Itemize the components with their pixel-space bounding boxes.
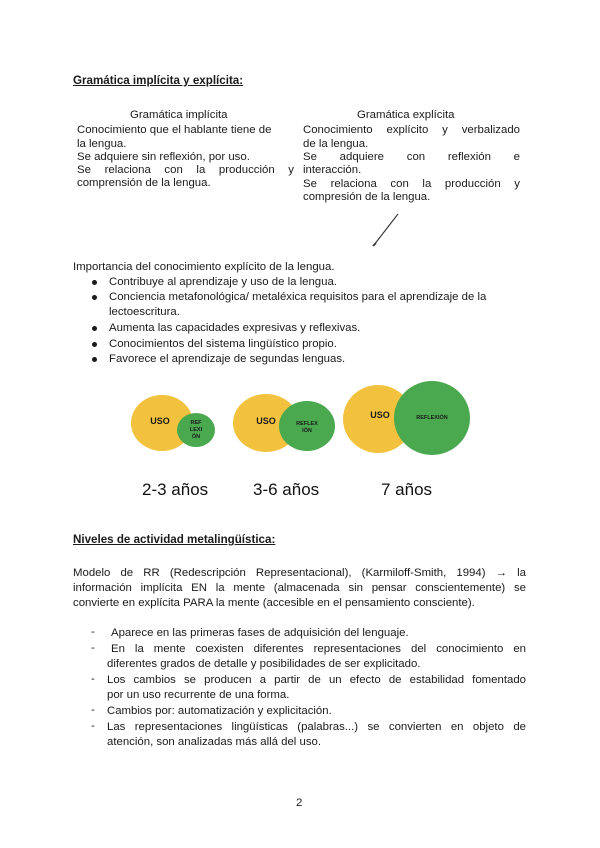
dash-item: Los cambios se producen a partir de un efecto de estabilidad fomentado xyxy=(107,674,526,686)
dash-item-continuation: diferentes grados de detalle y posibilidades de ser explicitado. xyxy=(107,658,421,670)
uso-label-1: USO xyxy=(150,416,170,426)
uso-reflexion-diagram xyxy=(125,378,475,500)
bullet-item: Favorece el aprendizaje de segundas lenguas. xyxy=(109,353,346,365)
section-heading-metalinguistic: Niveles de actividad metalingüística: xyxy=(73,533,276,546)
reflexion-label-1: REF LEXI ÓN xyxy=(189,420,203,440)
bullet-dot xyxy=(92,342,97,347)
dash-marker: - xyxy=(91,626,95,638)
page-number: 2 xyxy=(296,797,303,809)
dash-item: Cambios por: automatización y explicitación. xyxy=(107,705,332,717)
paragraph-line: convierte en explícita PARA la mente (accesible en el pensamiento consciente). xyxy=(73,597,475,609)
col-right-line: interacción. xyxy=(303,164,362,176)
col-left-line: la lengua. xyxy=(77,138,127,150)
dash-marker: - xyxy=(91,720,95,732)
age-label-3: 7 años xyxy=(381,480,433,499)
pen-stroke-mark xyxy=(370,212,400,248)
dash-item: Las representaciones lingüísticas (palabras...) se convierten en objeto de xyxy=(107,721,526,733)
col-right-title: Gramática explícita xyxy=(357,109,455,121)
age-label-2: 3-6 años xyxy=(253,480,320,499)
section-heading-grammar: Gramática implícita y explícita: xyxy=(73,74,244,87)
col-left-line: comprensión de la lengua. xyxy=(77,177,211,189)
bullet-item: Aumenta las capacidades expresivas y reflexivas. xyxy=(109,322,361,334)
col-right-line: Conocimiento explícito y verbalizado xyxy=(303,124,520,136)
col-right-line: Se adquiere con reflexión e xyxy=(303,151,520,163)
reflexion-label-3: REFLEXIÓN xyxy=(416,415,448,421)
col-right-line: compresión de la lengua. xyxy=(303,191,431,203)
bullet-item-continuation: lectoescritura. xyxy=(109,306,180,318)
bullet-dot xyxy=(92,295,97,300)
uso-label-3: USO xyxy=(370,410,390,420)
paragraph-line: Modelo de RR (Redescripción Representacional), (Karmiloff-Smith, 1994) → la xyxy=(73,567,526,579)
dash-marker: - xyxy=(91,673,95,685)
bullet-dot xyxy=(92,357,97,362)
importance-intro: Importancia del conocimiento explícito de la lengua. xyxy=(73,261,335,273)
col-right-line: Se relaciona con la producción y xyxy=(303,178,520,190)
dash-marker: - xyxy=(91,642,95,654)
dash-item-continuation: por un uso recurrente de una forma. xyxy=(107,689,290,701)
bullet-item: Contribuye al aprendizaje y uso de la lengua. xyxy=(109,276,337,288)
dash-item-continuation: atención, son analizadas más allá del uso. xyxy=(107,736,322,748)
reflexion-label-2: REFLEX IÓN xyxy=(296,421,318,434)
col-left-line: Se adquiere sin reflexión, por uso. xyxy=(77,151,250,163)
paragraph-line: información implícita EN la mente (almacenada sin pensar conscientemente) se xyxy=(73,582,526,594)
bullet-item: Conocimientos del sistema lingüístico propio. xyxy=(109,338,337,350)
dash-marker: - xyxy=(91,704,95,716)
age-label-1: 2-3 años xyxy=(142,480,209,499)
bullet-dot xyxy=(92,280,97,285)
col-left-line: Se relaciona con la producción y xyxy=(77,164,294,176)
col-left-title: Gramática implícita xyxy=(130,109,228,121)
uso-label-2: USO xyxy=(256,416,276,426)
bullet-item: Conciencia metafonológica/ metaléxica requisitos para el aprendizaje de la xyxy=(109,291,487,303)
dash-item: Aparece en las primeras fases de adquisición del lenguaje. xyxy=(111,627,409,639)
bullet-dot xyxy=(92,326,97,331)
dash-item: En la mente coexisten diferentes representaciones del conocimiento en xyxy=(111,643,526,655)
col-right-line: de la lengua. xyxy=(303,138,369,150)
col-left-line: Conocimiento que el hablante tiene de xyxy=(77,124,272,136)
